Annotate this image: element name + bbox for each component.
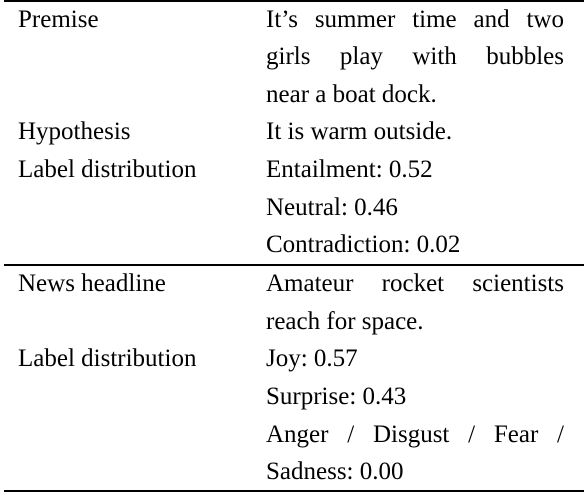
word: /: [557, 421, 564, 448]
word: scientists: [472, 270, 564, 297]
word: bubbles: [486, 43, 564, 70]
neutral-value: Neutral: 0.46: [266, 194, 398, 221]
sadness-value: Sadness: 0.00: [266, 458, 404, 485]
premise-line-1: [266, 1, 564, 38]
premise-line-2: [266, 38, 564, 75]
label-distribution-label: Label distribution: [18, 156, 197, 183]
label-distribution-label: Label distribution: [18, 345, 197, 372]
headline-line-2: reach for space.: [266, 308, 424, 335]
entailment-value: Entailment: 0.52: [266, 156, 433, 183]
premise-line-3: near a boat dock.: [266, 81, 437, 108]
headline-line-1: [266, 265, 564, 302]
joy-value: Joy: 0.57: [266, 345, 358, 372]
word: /: [468, 421, 476, 448]
word: girls: [266, 43, 311, 70]
surprise-value: Surprise: 0.43: [266, 383, 407, 410]
word: Anger: [266, 421, 329, 448]
hypothesis-label: Hypothesis: [18, 118, 131, 145]
word: It’s: [266, 6, 298, 33]
word: two: [526, 6, 564, 33]
word: time: [412, 6, 457, 33]
word: summer: [314, 6, 396, 33]
word: rocket: [381, 270, 445, 297]
word: Disgust: [372, 421, 450, 448]
word: with: [412, 43, 457, 70]
news-headline-label: News headline: [18, 270, 166, 297]
premise-label: Premise: [18, 6, 99, 33]
word: Fear: [493, 421, 539, 448]
word: Amateur: [266, 270, 354, 297]
word: and: [473, 6, 510, 33]
word: /: [347, 421, 355, 448]
word: play: [339, 43, 383, 70]
hypothesis-text: It is warm outside.: [266, 118, 453, 145]
contradiction-value: Contradiction: 0.02: [266, 231, 461, 258]
table-bottom-rule: [4, 490, 584, 492]
other-emotions-line: [266, 416, 564, 453]
